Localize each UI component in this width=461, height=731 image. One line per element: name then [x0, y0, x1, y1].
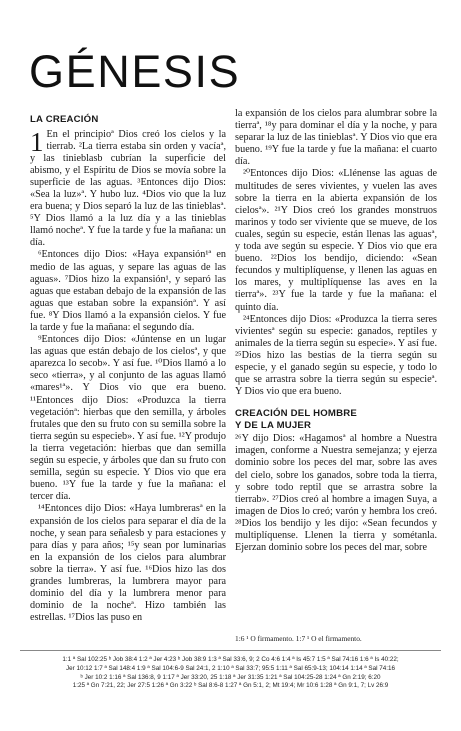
right-column [235, 108, 437, 554]
paragraph: ²⁶Y dijo Dios: «Hagamosª al hombre a Nuestra imagen, conforme a Nuestra semejanza; y ejerza dominio sobre los peces del mar, sobre las aves del cielo, sobre los ganados, sobre toda la tierra, y sobre todo reptil que se arrastra sobre la tierrab». ²⁷Dios creó al hombre a imagen Suya, a imagen de Dios lo creó; varón y hembra los creó. ²⁸Dios los bendijo y les dijo: «Sean fecundos y multiplíquense. Llenen la tierra y sométanla. Ejerzan dominio sobre los peces del mar, sobre [235, 433, 437, 554]
section-heading-creation: LA CREACIÓN [30, 114, 99, 125]
paragraph: ⁶Entonces dijo Dios: «Haya expansión¹ª en medio de las aguas, y separe las aguas de las aguas». ⁷Dios hizo la expansión¹, y separó las aguas que estaban debajo de la expansión de las aguas que estaban sobre la expansiónª. Y así fue. ⁸Y Dios llamó a la expansión cielos. Y fue la tarde y fue la mañana: el segundo día. [30, 249, 226, 333]
paragraph [30, 126, 226, 250]
divider [20, 650, 441, 651]
paragraph: ²⁰Entonces dijo Dios: «Llénense las aguas de multitudes de seres vivientes, y vuelen las aves sobre la tierra en la abierta expansión de los cielosª». ²¹Y Dios creó los grandes monstruos marinos y todo ser viviente que se mueve, de los cuales, según su especie, están llenas las aguasª, y toda ave según su especie. Y Dios vio que era bueno. ²²Dios los bendijo, diciendo: «Sean fecundos y multiplíquense, y llenen las aguas en los mares, y multiplíquense las aves en la tierraª». ²³Y fue la tarde y fue la mañana: el quinto día. [235, 168, 437, 313]
chapter-number: 1 [30, 126, 44, 157]
book-title: GÉNESIS [29, 46, 241, 97]
paragraph: ²⁴Entonces dijo Dios: «Produzca la tierra seres vivientesª según su especie: ganados, reptiles y animales de la tierra según su especie». Y así fue. ²⁵Dios hizo las bestias de la tierra según su especie, y el ganado según su especie, y todo lo que se arrastra sobre la tierra según su especieª. Y Dios vio que era bueno. [235, 313, 437, 398]
paragraph: la expansión de los cielos para alumbrar sobre la tierraª, ¹⁸y para dominar el día y la noche, y para separar la luz de las tinieblasª. Y Dios vio que era bueno. ¹⁹Y fue la tarde y fue la mañana: el cuarto día. [235, 108, 437, 168]
section-heading-line: Y DE LA MUJER [235, 419, 312, 431]
footnotes: 1:6 ¹ O firmamento. 1:7 ¹ O el firmamento. [235, 634, 362, 643]
paragraph: ¹⁴Entonces dijo Dios: «Haya lumbrerasª en la expansión de los cielos para separar el día de la noche, y sean para señalesb y para estaciones y para días y para años; ¹⁵y sean por luminarias en la expansión de los cielos para alumbrar sobre la tierra». Y así fue. ¹⁶Dios hizo las dos grandes lumbreras, la lumbrera mayor para dominio del día y la lumbrera menor para dominio de la nocheª. Hizo también las estrellas. ¹⁷Dios las puso en [30, 503, 226, 624]
cross-reference-line: 1:25 ª Gn 7:21, 22; Jer 27:5 1:26 ª Gn 3:22 ᵇ Sal 8:6-8 1:27 ª Gn 5:1, 2; Mt 19:4; Mr 10:6 1:28 ª Gn 9:1, 7; Lv 26:9 [72, 682, 389, 690]
cross-reference-line: 1:1 ª Sal 102:25 ᵇ Job 38:4 1:2 ª Jer 4:23 ᵇ Job 38:9 1:3 ª Sal 33:6, 9; 2 Co 4:6 1:4 ª Is 45:7 1:5 ª Sal 74:16 1:6 ª Is 40:22; [62, 656, 399, 663]
paragraph: ⁹Entonces dijo Dios: «Júntense en un lugar las aguas que están debajo de los cielosª, y que aparezca lo secob». Y así fue. ¹⁰Dios llamó a lo seco «tierra», y al conjunto de las aguas llamó «mares¹ª». Y Dios vio que era bueno. ¹¹Entonces dijo Dios: «Produzca la tierra vegetaciónª: hierbas que den semilla, y árboles frutales que den su fruto con su semilla sobre la tierra según su especieb». Y así fue. ¹²Y produjo la tierra vegetación: hierbas que dan semilla según su especie, y árboles que dan su fruto con semilla, según su especie. Y Dios vio que era bueno. ¹³Y fue la tarde y fue la mañana: el tercer día. [30, 334, 226, 503]
left-column [30, 114, 226, 624]
cross-references [20, 656, 441, 691]
paragraph-text: En el principioª Dios creó los cielos y la tierrab. ²La tierra estaba sin orden y vacíaª, y las tinieblasb cubrían la superficie del abismo, y el Espíritu de Dios se movía sobre la superficie de las aguas. ³Entonces dijo Dios: «Sea la luz»ª. Y hubo luz. ⁴Dios vio que la luz era buena; y Dios separó la luz de las tinieblasª. ⁵Y Dios llamó a la luz día y a las tinieblas llamó nocheª. Y fue la tarde y fue la mañana: un día. [30, 128, 226, 249]
section-heading-man-woman [235, 408, 437, 431]
cross-reference-line: ᵇ Jer 10:2 1:16 ª Sal 136:8, 9 1:17 ª Jer 33:20, 25 1:18 ª Jer 31:35 1:21 ª Sal 104:25-28 1:24 ª Gn 2:19; 6:20 [80, 673, 381, 681]
cross-reference-line: Jer 10:12 1:7 ª Sal 148:4 1:9 ª Sal 104:6-9 Sal 24:1, 2 1:10 ª Sal 33:7; 95:5 1:11 ª Sal 65:9-13; 104:14 1:14 ª Sal 74:16 [65, 664, 396, 672]
section-heading-line: CREACIÓN DEL HOMBRE [235, 408, 357, 420]
